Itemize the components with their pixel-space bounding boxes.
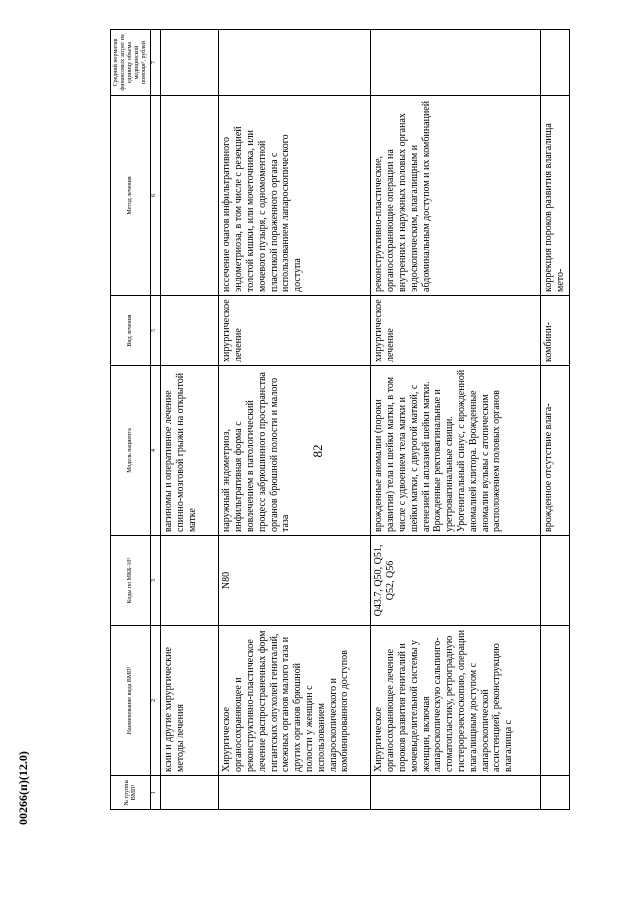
cell-type: хирургическое лечение	[371, 296, 541, 366]
table-row	[219, 30, 371, 810]
page-number: 82	[310, 444, 325, 458]
cell-model: наружный эндометриоз, инфильтративная форма с вовлечением в патологический процесс забрюшинного пространства органов брюшной полости и малого таза	[219, 366, 371, 536]
cell-group	[219, 776, 371, 810]
header-cost: Средний норматив финансовых затрат на единицу объема медицинской помощи³, рублей	[111, 30, 151, 96]
header-type: Вид лечения	[111, 296, 151, 366]
document-code: 00266(п)(12.0)	[16, 751, 30, 825]
table-row	[161, 30, 219, 810]
cell-name: Хирургическое органосохраняющее лечение пороков развития гениталий и мочевыделительной системы у женщин, включая лапароскопическую сальпинго-стоматопластику, ретроградную гистерорезектоскопию, операции влагалищным доступом с лапароскопической ассистенцией, реконструкцию влагалища с	[371, 626, 541, 776]
column-number-row	[151, 30, 161, 810]
header-row	[111, 30, 151, 810]
table-row	[541, 30, 570, 810]
cell-cost	[161, 30, 219, 96]
cell-type: комбини-	[541, 296, 570, 366]
cell-name: ксии и другие хирургические методы лечения	[161, 626, 219, 776]
cell-group	[371, 776, 541, 810]
cell-model: врожденное отсутствие влага-	[541, 366, 570, 536]
cell-method: реконструктивно-пластические, органосохраняющие операции на внутренних и наружных половых органах эндоскопическим, влагалищным и абдоминальным доступом и их комбинацией	[371, 96, 541, 296]
cell-group	[541, 776, 570, 810]
cell-type	[161, 296, 219, 366]
cell-name: Хирургическое органосохраняющее и реконструктивно-пластическое лечение распространенных форм гигантских опухолей гениталий, смежных органов малого таза и других органов брюшной полости у женщин с использованием лапароскопического и комбинированного доступов	[219, 626, 371, 776]
cell-method	[161, 96, 219, 296]
column-number: 2	[151, 626, 161, 776]
column-number: 4	[151, 366, 161, 536]
column-number: 3	[151, 536, 161, 626]
cell-codes	[541, 536, 570, 626]
cell-type: хирургическое лечение	[219, 296, 371, 366]
cell-cost	[371, 30, 541, 96]
cell-codes: Q43.7, Q50, Q51, Q52, Q56	[371, 536, 541, 626]
cell-method: коррекция пороков развития влагалища мето-	[541, 96, 570, 296]
cell-cost	[541, 30, 570, 96]
cell-codes	[161, 536, 219, 626]
cell-model: врожденные аномалии (пороки развития) тела и шейки матки, в том числе с удвоением тела матки и шейки матки, с двурогой маткой, с агенезией и аплазией шейки матки. Врожденные ректовагинальные и уретровагинальные свищи. Урогенитальный синус, с врожденной аномалией клитора. Врожденные аномалии вульвы с атопическим расположением половых органов	[371, 366, 541, 536]
header-model: Модель пациента	[111, 366, 151, 536]
header-name: Наименование вида ВМП¹	[111, 626, 151, 776]
cell-group	[161, 776, 219, 810]
header-method: Метод лечения	[111, 96, 151, 296]
header-group: № группы ВМП¹	[111, 776, 151, 810]
column-number: 7	[151, 30, 161, 96]
cell-codes: N80	[219, 536, 371, 626]
table-row	[371, 30, 541, 810]
cell-cost	[219, 30, 371, 96]
column-number: 5	[151, 296, 161, 366]
header-codes: Коды по МКБ-10²	[111, 536, 151, 626]
column-number: 1	[151, 776, 161, 810]
column-number: 6	[151, 96, 161, 296]
rotated-table-container	[110, 30, 610, 810]
cell-name	[541, 626, 570, 776]
vmp-table	[110, 29, 570, 810]
cell-method: иссечение очагов инфильтративного эндометриоза, в том числе с резекцией толстой кишки, или мочеточника, или мочевого пузыря, с одномоментной пластикой пораженного органа с использованием лапароскопического доступа	[219, 96, 371, 296]
cell-model: вагиномы и оперативное лечение спинно-мозговой грыжи на открытой матке	[161, 366, 219, 536]
